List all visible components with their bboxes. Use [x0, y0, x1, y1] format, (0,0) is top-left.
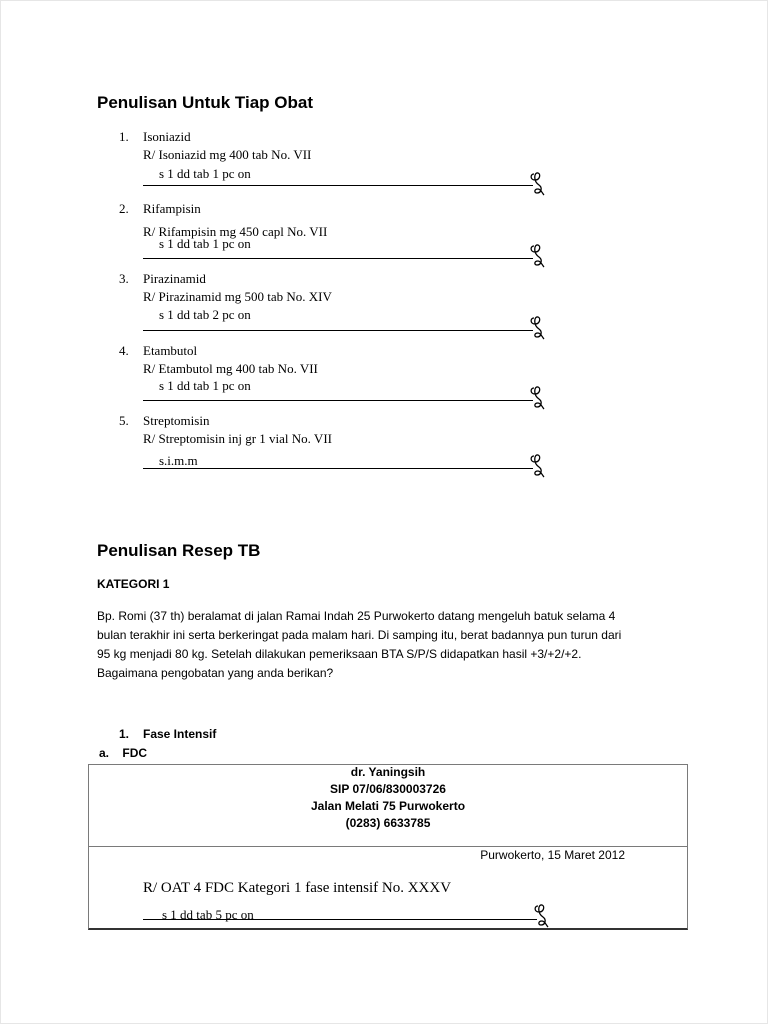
section-title-per-drug: Penulisan Untuk Tiap Obat — [97, 93, 313, 112]
drug-item — [119, 413, 559, 473]
case-line: 95 kg menjadi 80 kg. Setelah dilakukan pemeriksaan BTA S/P/S didapatkan hasil +3/+2/+2. — [97, 647, 582, 661]
drug-prescription: R/ Isoniazid mg 400 tab No. VII — [143, 147, 312, 162]
doctor-name: dr. Yaningsih — [350, 765, 426, 779]
drug-item — [119, 201, 559, 261]
signature-line — [143, 400, 533, 401]
case-line: Bp. Romi (37 th) beralamat di jalan Ramai Indah 25 Purwokerto datang mengeluh batuk selama 4 — [97, 609, 616, 623]
sub-heading — [99, 746, 147, 760]
drug-number: 3. — [119, 271, 129, 286]
signature-line — [143, 258, 533, 259]
drug-signatura: s 1 dd tab 1 pc on — [159, 378, 251, 393]
category-heading: KATEGORI 1 — [97, 577, 170, 591]
drug-name: Isoniazid — [143, 129, 191, 144]
signature-line — [143, 468, 533, 469]
prescription-rx: R/ OAT 4 FDC Kategori 1 fase intensif No. XXXV — [143, 880, 452, 896]
doctor-phone: (0283) 6633785 — [345, 816, 431, 830]
paraf-signature-icon — [533, 903, 551, 929]
sub-label: FDC — [122, 746, 148, 760]
place-date: Purwokerto, 15 Maret 2012 — [480, 848, 625, 862]
drug-number: 1. — [119, 129, 129, 144]
drug-name: Rifampisin — [143, 201, 201, 216]
drug-signatura: s 1 dd tab 1 pc on — [159, 236, 251, 251]
doctor-sip: SIP 07/06/830003726 — [330, 782, 446, 796]
drug-prescription: R/ Streptomisin inj gr 1 vial No. VII — [143, 431, 332, 446]
case-line: Bagaimana pengobatan yang anda berikan? — [97, 666, 334, 680]
signature-line — [143, 330, 533, 331]
drug-item — [119, 129, 559, 189]
drug-prescription: R/ Rifampisin mg 450 capl No. VII — [143, 224, 328, 239]
section-title-tb-prescription: Penulisan Resep TB — [97, 541, 261, 560]
drug-prescription: R/ Etambutol mg 400 tab No. VII — [143, 361, 318, 376]
drug-item — [119, 271, 559, 331]
drug-item — [119, 343, 559, 403]
paraf-signature-icon — [529, 243, 547, 269]
drug-number: 2. — [119, 201, 129, 216]
signature-line — [143, 919, 537, 920]
drug-signatura: s 1 dd tab 2 pc on — [159, 307, 251, 322]
drug-number: 4. — [119, 343, 129, 358]
prescription-signatura: s 1 dd tab 5 pc on — [162, 907, 254, 922]
drug-name: Streptomisin — [143, 413, 210, 428]
prescription-header — [89, 765, 687, 847]
paraf-signature-icon — [529, 171, 547, 197]
paraf-signature-icon — [529, 315, 547, 341]
paraf-signature-icon — [529, 385, 547, 411]
drug-number: 5. — [119, 413, 129, 428]
signature-line — [143, 185, 533, 186]
case-description — [97, 607, 697, 683]
phase-number: 1. — [119, 727, 130, 741]
paraf-signature-icon — [529, 453, 547, 479]
prescription-form — [88, 764, 688, 930]
drug-prescription: R/ Pirazinamid mg 500 tab No. XIV — [143, 289, 332, 304]
sub-letter: a. — [99, 746, 110, 760]
drug-signatura: s.i.m.m — [159, 453, 198, 468]
drug-name: Etambutol — [143, 343, 198, 358]
phase-label: Fase Intensif — [143, 727, 217, 741]
doctor-address: Jalan Melati 75 Purwokerto — [310, 799, 466, 813]
drug-signatura: s 1 dd tab 1 pc on — [159, 166, 251, 181]
case-line: bulan terakhir ini serta berkeringat pada malam hari. Di samping itu, berat badannya pun turun dari — [97, 628, 622, 642]
drug-name: Pirazinamid — [143, 271, 206, 286]
